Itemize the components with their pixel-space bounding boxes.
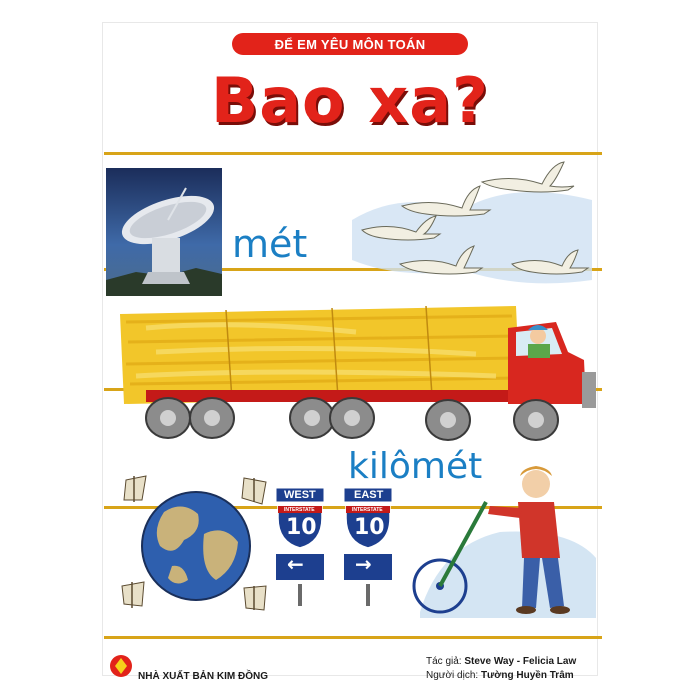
sign-shield-text: INTERSTATE — [352, 507, 383, 513]
east-sign — [342, 488, 394, 611]
author-names: Steve Way - Felicia Law — [464, 656, 577, 667]
arrow-right-icon: → — [355, 552, 372, 576]
credits — [426, 655, 576, 683]
sign-route-number: 10 — [354, 515, 385, 540]
geese-illustration — [342, 160, 598, 301]
truck-illustration — [116, 292, 600, 457]
translator-label: Người dịch: — [426, 670, 479, 681]
arrow-left-icon: ← — [287, 552, 304, 576]
author-label: Tác giả: — [426, 656, 462, 667]
rule-line — [104, 636, 602, 639]
boy-measuring-wheel-illustration — [400, 462, 600, 623]
sign-route-number: 10 — [286, 515, 317, 540]
radio-telescope-photo — [106, 168, 222, 296]
sign-shield-text: INTERSTATE — [284, 507, 315, 513]
rule-line — [104, 152, 602, 155]
sign-direction: EAST — [354, 489, 384, 501]
globe-illustration — [112, 470, 280, 625]
publisher-logo — [106, 654, 136, 688]
book-title: Bao xa? — [210, 64, 490, 137]
series-badge: ĐỂ EM YÊU MÔN TOÁN — [232, 33, 468, 55]
sign-direction: WEST — [284, 489, 316, 501]
publisher-name: NHÀ XUẤT BẢN KIM ĐỒNG — [138, 671, 268, 682]
word-meter: mét — [232, 222, 308, 266]
west-sign — [274, 488, 326, 611]
word-kilometer: kilômét — [348, 446, 483, 487]
translator-name: Tường Huyền Trâm — [480, 670, 574, 681]
